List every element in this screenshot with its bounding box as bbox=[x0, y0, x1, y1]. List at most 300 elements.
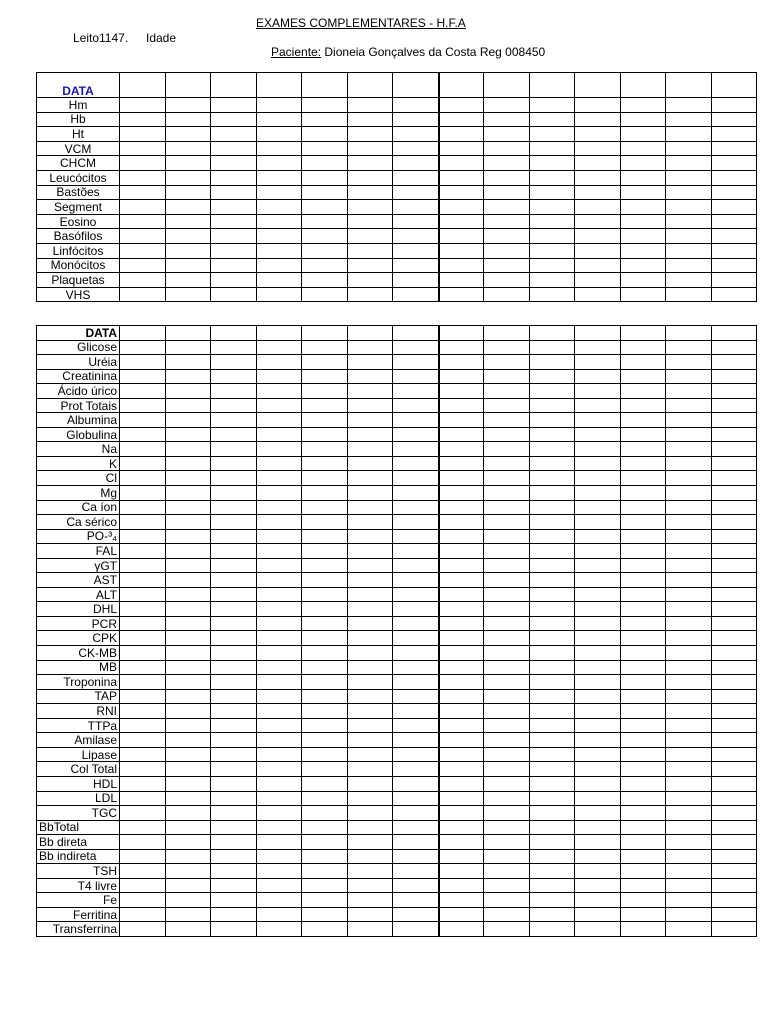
result-cell[interactable] bbox=[484, 258, 530, 273]
result-cell[interactable] bbox=[166, 820, 211, 835]
result-cell[interactable] bbox=[393, 646, 439, 661]
result-cell[interactable] bbox=[211, 631, 257, 646]
result-cell[interactable] bbox=[530, 864, 575, 879]
result-cell[interactable] bbox=[484, 229, 530, 244]
result-cell[interactable] bbox=[575, 529, 621, 544]
result-cell[interactable] bbox=[257, 631, 302, 646]
result-cell[interactable] bbox=[302, 616, 348, 631]
result-cell[interactable] bbox=[575, 660, 621, 675]
result-cell[interactable] bbox=[530, 733, 575, 748]
result-cell[interactable] bbox=[575, 456, 621, 471]
result-cell[interactable] bbox=[166, 456, 211, 471]
result-cell[interactable] bbox=[257, 141, 302, 156]
result-cell[interactable] bbox=[712, 631, 757, 646]
result-cell[interactable] bbox=[302, 776, 348, 791]
result-cell[interactable] bbox=[257, 355, 302, 370]
result-cell[interactable] bbox=[120, 878, 166, 893]
result-cell[interactable] bbox=[257, 747, 302, 762]
result-cell[interactable] bbox=[439, 369, 484, 384]
result-cell[interactable] bbox=[211, 243, 257, 258]
result-cell[interactable] bbox=[712, 340, 757, 355]
result-cell[interactable] bbox=[530, 456, 575, 471]
result-cell[interactable] bbox=[393, 112, 439, 127]
result-cell[interactable] bbox=[348, 616, 393, 631]
result-cell[interactable] bbox=[484, 835, 530, 850]
result-cell[interactable] bbox=[712, 413, 757, 428]
result-cell[interactable] bbox=[666, 689, 712, 704]
result-cell[interactable] bbox=[484, 922, 530, 937]
result-cell[interactable] bbox=[302, 258, 348, 273]
result-cell[interactable] bbox=[166, 442, 211, 457]
result-cell[interactable] bbox=[621, 273, 666, 288]
result-cell[interactable] bbox=[166, 273, 211, 288]
result-cell[interactable] bbox=[348, 442, 393, 457]
result-cell[interactable] bbox=[575, 200, 621, 215]
result-cell[interactable] bbox=[120, 243, 166, 258]
result-cell[interactable] bbox=[439, 864, 484, 879]
result-cell[interactable] bbox=[166, 185, 211, 200]
result-cell[interactable] bbox=[666, 127, 712, 142]
result-cell[interactable] bbox=[302, 718, 348, 733]
result-cell[interactable] bbox=[211, 200, 257, 215]
result-cell[interactable] bbox=[484, 529, 530, 544]
result-cell[interactable] bbox=[302, 922, 348, 937]
result-cell[interactable] bbox=[120, 355, 166, 370]
result-cell[interactable] bbox=[621, 127, 666, 142]
result-cell[interactable] bbox=[484, 127, 530, 142]
result-cell[interactable] bbox=[302, 689, 348, 704]
result-cell[interactable] bbox=[666, 258, 712, 273]
result-cell[interactable] bbox=[393, 486, 439, 501]
result-cell[interactable] bbox=[393, 243, 439, 258]
result-cell[interactable] bbox=[348, 273, 393, 288]
result-cell[interactable] bbox=[120, 646, 166, 661]
result-cell[interactable] bbox=[666, 660, 712, 675]
result-cell[interactable] bbox=[166, 558, 211, 573]
result-cell[interactable] bbox=[211, 229, 257, 244]
result-cell[interactable] bbox=[302, 878, 348, 893]
result-cell[interactable] bbox=[393, 156, 439, 171]
result-cell[interactable] bbox=[484, 200, 530, 215]
result-cell[interactable] bbox=[393, 355, 439, 370]
result-cell[interactable] bbox=[166, 675, 211, 690]
result-cell[interactable] bbox=[348, 185, 393, 200]
result-cell[interactable] bbox=[257, 544, 302, 559]
result-cell[interactable] bbox=[621, 762, 666, 777]
result-cell[interactable] bbox=[348, 675, 393, 690]
result-cell[interactable] bbox=[211, 156, 257, 171]
result-cell[interactable] bbox=[439, 718, 484, 733]
result-cell[interactable] bbox=[575, 718, 621, 733]
result-cell[interactable] bbox=[393, 660, 439, 675]
result-cell[interactable] bbox=[257, 587, 302, 602]
result-cell[interactable] bbox=[530, 287, 575, 302]
result-cell[interactable] bbox=[530, 529, 575, 544]
result-cell[interactable] bbox=[712, 384, 757, 399]
result-cell[interactable] bbox=[120, 398, 166, 413]
result-cell[interactable] bbox=[439, 849, 484, 864]
result-cell[interactable] bbox=[166, 587, 211, 602]
result-cell[interactable] bbox=[166, 544, 211, 559]
result-cell[interactable] bbox=[348, 515, 393, 530]
result-cell[interactable] bbox=[666, 820, 712, 835]
result-cell[interactable] bbox=[484, 112, 530, 127]
result-cell[interactable] bbox=[302, 864, 348, 879]
result-cell[interactable] bbox=[211, 369, 257, 384]
result-cell[interactable] bbox=[166, 776, 211, 791]
date-cell[interactable] bbox=[439, 326, 484, 341]
result-cell[interactable] bbox=[621, 864, 666, 879]
result-cell[interactable] bbox=[575, 214, 621, 229]
result-cell[interactable] bbox=[166, 515, 211, 530]
result-cell[interactable] bbox=[302, 413, 348, 428]
result-cell[interactable] bbox=[439, 893, 484, 908]
result-cell[interactable] bbox=[484, 878, 530, 893]
result-cell[interactable] bbox=[302, 456, 348, 471]
result-cell[interactable] bbox=[393, 675, 439, 690]
result-cell[interactable] bbox=[393, 820, 439, 835]
result-cell[interactable] bbox=[302, 515, 348, 530]
result-cell[interactable] bbox=[166, 733, 211, 748]
result-cell[interactable] bbox=[666, 675, 712, 690]
result-cell[interactable] bbox=[575, 243, 621, 258]
result-cell[interactable] bbox=[575, 835, 621, 850]
result-cell[interactable] bbox=[575, 558, 621, 573]
result-cell[interactable] bbox=[302, 907, 348, 922]
result-cell[interactable] bbox=[530, 156, 575, 171]
result-cell[interactable] bbox=[166, 355, 211, 370]
result-cell[interactable] bbox=[712, 573, 757, 588]
result-cell[interactable] bbox=[348, 747, 393, 762]
result-cell[interactable] bbox=[393, 384, 439, 399]
result-cell[interactable] bbox=[439, 791, 484, 806]
result-cell[interactable] bbox=[302, 384, 348, 399]
result-cell[interactable] bbox=[393, 747, 439, 762]
result-cell[interactable] bbox=[575, 689, 621, 704]
result-cell[interactable] bbox=[302, 529, 348, 544]
result-cell[interactable] bbox=[166, 214, 211, 229]
result-cell[interactable] bbox=[575, 820, 621, 835]
result-cell[interactable] bbox=[211, 384, 257, 399]
result-cell[interactable] bbox=[621, 500, 666, 515]
result-cell[interactable] bbox=[166, 471, 211, 486]
result-cell[interactable] bbox=[484, 820, 530, 835]
result-cell[interactable] bbox=[393, 229, 439, 244]
result-cell[interactable] bbox=[348, 893, 393, 908]
result-cell[interactable] bbox=[302, 98, 348, 113]
result-cell[interactable] bbox=[575, 602, 621, 617]
result-cell[interactable] bbox=[393, 573, 439, 588]
result-cell[interactable] bbox=[302, 544, 348, 559]
result-cell[interactable] bbox=[575, 369, 621, 384]
result-cell[interactable] bbox=[120, 384, 166, 399]
result-cell[interactable] bbox=[439, 733, 484, 748]
result-cell[interactable] bbox=[211, 835, 257, 850]
result-cell[interactable] bbox=[393, 849, 439, 864]
result-cell[interactable] bbox=[621, 616, 666, 631]
result-cell[interactable] bbox=[712, 616, 757, 631]
result-cell[interactable] bbox=[666, 747, 712, 762]
result-cell[interactable] bbox=[302, 704, 348, 719]
result-cell[interactable] bbox=[666, 573, 712, 588]
result-cell[interactable] bbox=[211, 878, 257, 893]
result-cell[interactable] bbox=[348, 762, 393, 777]
result-cell[interactable] bbox=[166, 340, 211, 355]
result-cell[interactable] bbox=[530, 922, 575, 937]
result-cell[interactable] bbox=[120, 200, 166, 215]
result-cell[interactable] bbox=[166, 660, 211, 675]
result-cell[interactable] bbox=[166, 878, 211, 893]
result-cell[interactable] bbox=[393, 776, 439, 791]
result-cell[interactable] bbox=[211, 544, 257, 559]
result-cell[interactable] bbox=[166, 258, 211, 273]
result-cell[interactable] bbox=[348, 384, 393, 399]
result-cell[interactable] bbox=[257, 486, 302, 501]
result-cell[interactable] bbox=[621, 646, 666, 661]
result-cell[interactable] bbox=[666, 156, 712, 171]
result-cell[interactable] bbox=[393, 442, 439, 457]
result-cell[interactable] bbox=[348, 98, 393, 113]
result-cell[interactable] bbox=[120, 500, 166, 515]
result-cell[interactable] bbox=[575, 287, 621, 302]
result-cell[interactable] bbox=[393, 791, 439, 806]
result-cell[interactable] bbox=[575, 515, 621, 530]
result-cell[interactable] bbox=[393, 427, 439, 442]
result-cell[interactable] bbox=[393, 127, 439, 142]
result-cell[interactable] bbox=[712, 515, 757, 530]
result-cell[interactable] bbox=[348, 112, 393, 127]
result-cell[interactable] bbox=[712, 704, 757, 719]
result-cell[interactable] bbox=[439, 427, 484, 442]
result-cell[interactable] bbox=[439, 185, 484, 200]
result-cell[interactable] bbox=[393, 806, 439, 821]
result-cell[interactable] bbox=[348, 127, 393, 142]
result-cell[interactable] bbox=[530, 369, 575, 384]
result-cell[interactable] bbox=[484, 776, 530, 791]
result-cell[interactable] bbox=[530, 835, 575, 850]
result-cell[interactable] bbox=[211, 718, 257, 733]
date-cell[interactable] bbox=[257, 73, 302, 98]
result-cell[interactable] bbox=[302, 791, 348, 806]
result-cell[interactable] bbox=[439, 922, 484, 937]
result-cell[interactable] bbox=[257, 864, 302, 879]
date-cell[interactable] bbox=[348, 326, 393, 341]
result-cell[interactable] bbox=[302, 893, 348, 908]
result-cell[interactable] bbox=[484, 689, 530, 704]
result-cell[interactable] bbox=[621, 243, 666, 258]
result-cell[interactable] bbox=[257, 127, 302, 142]
result-cell[interactable] bbox=[393, 704, 439, 719]
result-cell[interactable] bbox=[575, 258, 621, 273]
result-cell[interactable] bbox=[712, 544, 757, 559]
result-cell[interactable] bbox=[439, 704, 484, 719]
result-cell[interactable] bbox=[621, 442, 666, 457]
result-cell[interactable] bbox=[530, 170, 575, 185]
result-cell[interactable] bbox=[348, 689, 393, 704]
result-cell[interactable] bbox=[348, 573, 393, 588]
result-cell[interactable] bbox=[211, 486, 257, 501]
result-cell[interactable] bbox=[257, 258, 302, 273]
result-cell[interactable] bbox=[530, 573, 575, 588]
result-cell[interactable] bbox=[348, 558, 393, 573]
result-cell[interactable] bbox=[439, 200, 484, 215]
result-cell[interactable] bbox=[575, 544, 621, 559]
date-cell[interactable] bbox=[211, 73, 257, 98]
result-cell[interactable] bbox=[621, 98, 666, 113]
result-cell[interactable] bbox=[211, 273, 257, 288]
result-cell[interactable] bbox=[166, 486, 211, 501]
result-cell[interactable] bbox=[712, 156, 757, 171]
result-cell[interactable] bbox=[166, 112, 211, 127]
result-cell[interactable] bbox=[484, 442, 530, 457]
date-cell[interactable] bbox=[348, 73, 393, 98]
result-cell[interactable] bbox=[120, 471, 166, 486]
result-cell[interactable] bbox=[257, 398, 302, 413]
result-cell[interactable] bbox=[257, 185, 302, 200]
result-cell[interactable] bbox=[484, 849, 530, 864]
result-cell[interactable] bbox=[484, 141, 530, 156]
result-cell[interactable] bbox=[393, 762, 439, 777]
result-cell[interactable] bbox=[257, 456, 302, 471]
result-cell[interactable] bbox=[621, 558, 666, 573]
result-cell[interactable] bbox=[348, 907, 393, 922]
result-cell[interactable] bbox=[302, 287, 348, 302]
result-cell[interactable] bbox=[530, 849, 575, 864]
result-cell[interactable] bbox=[530, 427, 575, 442]
result-cell[interactable] bbox=[393, 616, 439, 631]
result-cell[interactable] bbox=[666, 515, 712, 530]
result-cell[interactable] bbox=[621, 631, 666, 646]
result-cell[interactable] bbox=[120, 413, 166, 428]
result-cell[interactable] bbox=[120, 631, 166, 646]
result-cell[interactable] bbox=[439, 631, 484, 646]
result-cell[interactable] bbox=[211, 806, 257, 821]
result-cell[interactable] bbox=[257, 214, 302, 229]
result-cell[interactable] bbox=[484, 355, 530, 370]
result-cell[interactable] bbox=[393, 214, 439, 229]
result-cell[interactable] bbox=[712, 660, 757, 675]
result-cell[interactable] bbox=[530, 500, 575, 515]
result-cell[interactable] bbox=[302, 573, 348, 588]
result-cell[interactable] bbox=[257, 529, 302, 544]
result-cell[interactable] bbox=[575, 776, 621, 791]
result-cell[interactable] bbox=[666, 558, 712, 573]
result-cell[interactable] bbox=[439, 646, 484, 661]
result-cell[interactable] bbox=[120, 442, 166, 457]
result-cell[interactable] bbox=[393, 471, 439, 486]
result-cell[interactable] bbox=[666, 214, 712, 229]
result-cell[interactable] bbox=[257, 500, 302, 515]
result-cell[interactable] bbox=[302, 733, 348, 748]
result-cell[interactable] bbox=[302, 185, 348, 200]
result-cell[interactable] bbox=[257, 558, 302, 573]
result-cell[interactable] bbox=[621, 413, 666, 428]
result-cell[interactable] bbox=[530, 806, 575, 821]
date-cell[interactable] bbox=[439, 73, 484, 98]
result-cell[interactable] bbox=[621, 602, 666, 617]
result-cell[interactable] bbox=[302, 762, 348, 777]
result-cell[interactable] bbox=[211, 558, 257, 573]
result-cell[interactable] bbox=[666, 631, 712, 646]
result-cell[interactable] bbox=[211, 922, 257, 937]
result-cell[interactable] bbox=[439, 500, 484, 515]
result-cell[interactable] bbox=[257, 776, 302, 791]
date-cell[interactable] bbox=[484, 326, 530, 341]
result-cell[interactable] bbox=[348, 156, 393, 171]
result-cell[interactable] bbox=[120, 427, 166, 442]
result-cell[interactable] bbox=[484, 733, 530, 748]
result-cell[interactable] bbox=[621, 471, 666, 486]
result-cell[interactable] bbox=[666, 98, 712, 113]
result-cell[interactable] bbox=[257, 791, 302, 806]
result-cell[interactable] bbox=[348, 427, 393, 442]
result-cell[interactable] bbox=[257, 602, 302, 617]
result-cell[interactable] bbox=[575, 384, 621, 399]
result-cell[interactable] bbox=[712, 456, 757, 471]
result-cell[interactable] bbox=[211, 602, 257, 617]
result-cell[interactable] bbox=[257, 689, 302, 704]
result-cell[interactable] bbox=[575, 791, 621, 806]
result-cell[interactable] bbox=[666, 413, 712, 428]
result-cell[interactable] bbox=[211, 141, 257, 156]
result-cell[interactable] bbox=[621, 141, 666, 156]
date-cell[interactable] bbox=[712, 73, 757, 98]
result-cell[interactable] bbox=[120, 127, 166, 142]
result-cell[interactable] bbox=[257, 660, 302, 675]
result-cell[interactable] bbox=[484, 864, 530, 879]
result-cell[interactable] bbox=[302, 127, 348, 142]
result-cell[interactable] bbox=[712, 243, 757, 258]
result-cell[interactable] bbox=[530, 112, 575, 127]
result-cell[interactable] bbox=[575, 675, 621, 690]
result-cell[interactable] bbox=[484, 156, 530, 171]
result-cell[interactable] bbox=[575, 156, 621, 171]
result-cell[interactable] bbox=[120, 806, 166, 821]
result-cell[interactable] bbox=[712, 558, 757, 573]
result-cell[interactable] bbox=[166, 631, 211, 646]
date-cell[interactable] bbox=[484, 73, 530, 98]
result-cell[interactable] bbox=[439, 471, 484, 486]
result-cell[interactable] bbox=[712, 849, 757, 864]
result-cell[interactable] bbox=[302, 141, 348, 156]
result-cell[interactable] bbox=[575, 878, 621, 893]
result-cell[interactable] bbox=[712, 141, 757, 156]
result-cell[interactable] bbox=[484, 616, 530, 631]
result-cell[interactable] bbox=[348, 214, 393, 229]
result-cell[interactable] bbox=[257, 287, 302, 302]
result-cell[interactable] bbox=[621, 156, 666, 171]
result-cell[interactable] bbox=[257, 878, 302, 893]
result-cell[interactable] bbox=[530, 273, 575, 288]
result-cell[interactable] bbox=[120, 820, 166, 835]
result-cell[interactable] bbox=[211, 776, 257, 791]
result-cell[interactable] bbox=[439, 214, 484, 229]
result-cell[interactable] bbox=[575, 573, 621, 588]
result-cell[interactable] bbox=[211, 427, 257, 442]
result-cell[interactable] bbox=[393, 733, 439, 748]
result-cell[interactable] bbox=[393, 558, 439, 573]
result-cell[interactable] bbox=[439, 689, 484, 704]
result-cell[interactable] bbox=[439, 820, 484, 835]
result-cell[interactable] bbox=[257, 243, 302, 258]
result-cell[interactable] bbox=[120, 185, 166, 200]
result-cell[interactable] bbox=[166, 229, 211, 244]
result-cell[interactable] bbox=[666, 878, 712, 893]
result-cell[interactable] bbox=[666, 776, 712, 791]
result-cell[interactable] bbox=[666, 907, 712, 922]
result-cell[interactable] bbox=[530, 355, 575, 370]
result-cell[interactable] bbox=[666, 398, 712, 413]
